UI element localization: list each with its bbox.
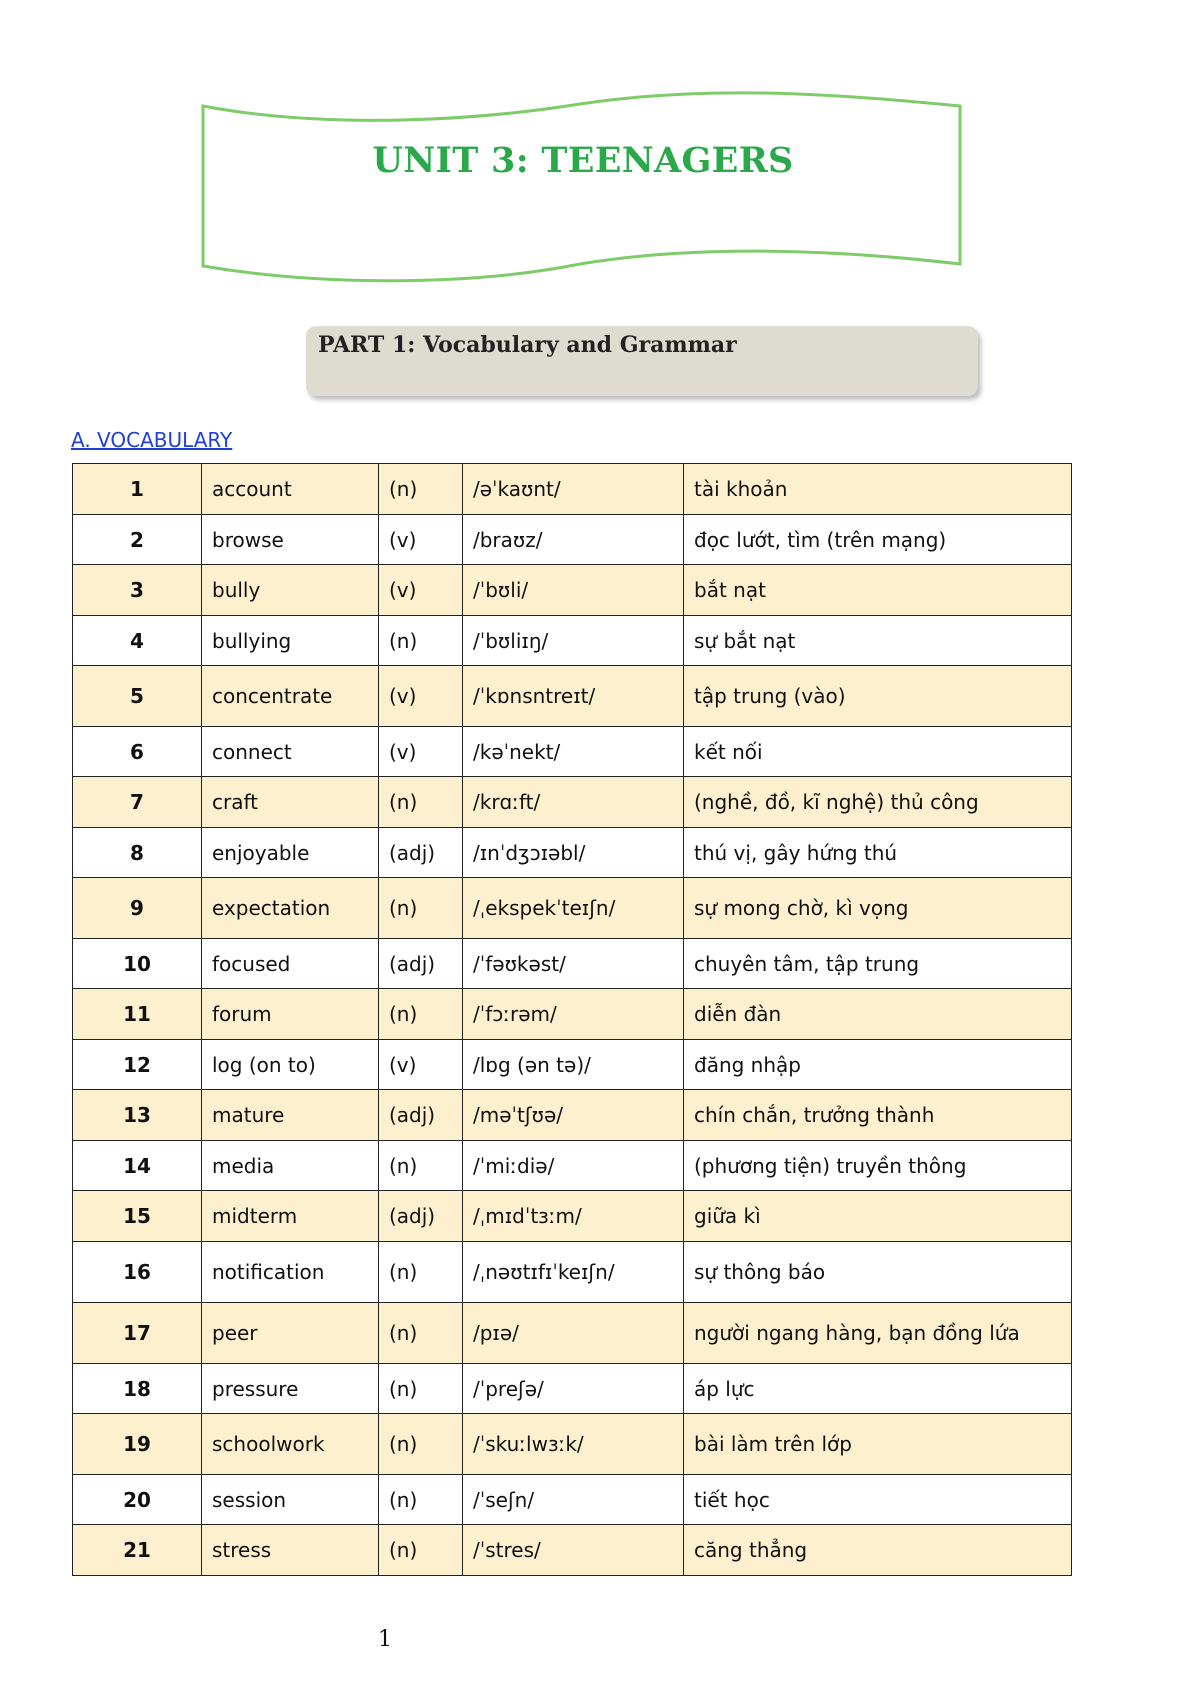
word-cell: log (on to) [202, 1040, 379, 1090]
part-of-speech-cell: (n) [379, 1303, 463, 1364]
part-heading-box [306, 326, 978, 396]
meaning-cell: thú vị, gây hứng thú [684, 828, 1072, 878]
pronunciation-cell: /ˈseʃn/ [463, 1475, 684, 1525]
word-cell: account [202, 464, 379, 515]
row-number: 7 [73, 777, 202, 828]
word-cell: connect [202, 727, 379, 777]
part-of-speech-cell: (adj) [379, 1191, 463, 1242]
table-row [73, 1242, 1072, 1303]
part-of-speech-cell: (adj) [379, 939, 463, 989]
word-cell: media [202, 1141, 379, 1191]
word-cell: concentrate [202, 666, 379, 727]
word-cell: schoolwork [202, 1414, 379, 1475]
pronunciation-cell: /kəˈnekt/ [463, 727, 684, 777]
meaning-cell: sự mong chờ, kì vọng [684, 878, 1072, 939]
table-row [73, 1414, 1072, 1475]
meaning-cell: căng thẳng [684, 1525, 1072, 1576]
part-of-speech-cell: (n) [379, 989, 463, 1040]
word-cell: forum [202, 989, 379, 1040]
part-of-speech-cell: (v) [379, 666, 463, 727]
part-of-speech-cell: (n) [379, 777, 463, 828]
table-row [73, 939, 1072, 989]
meaning-cell: (phương tiện) truyền thông [684, 1141, 1072, 1191]
word-cell: enjoyable [202, 828, 379, 878]
pronunciation-cell: /ˈpreʃə/ [463, 1364, 684, 1414]
vocabulary-table [72, 463, 1072, 1576]
row-number: 21 [73, 1525, 202, 1576]
word-cell: notification [202, 1242, 379, 1303]
meaning-cell: (nghề, đồ, kĩ nghệ) thủ công [684, 777, 1072, 828]
row-number: 5 [73, 666, 202, 727]
part-of-speech-cell: (n) [379, 1141, 463, 1191]
part-title: PART 1: Vocabulary and Grammar [318, 332, 737, 358]
row-number: 18 [73, 1364, 202, 1414]
part-of-speech-cell: (n) [379, 1414, 463, 1475]
row-number: 20 [73, 1475, 202, 1525]
word-cell: session [202, 1475, 379, 1525]
row-number: 1 [73, 464, 202, 515]
table-row [73, 727, 1072, 777]
word-cell: browse [202, 515, 379, 565]
meaning-cell: bài làm trên lớp [684, 1414, 1072, 1475]
table-row [73, 515, 1072, 565]
word-cell: craft [202, 777, 379, 828]
table-row [73, 616, 1072, 666]
part-of-speech-cell: (n) [379, 616, 463, 666]
table-row [73, 777, 1072, 828]
meaning-cell: sự bắt nạt [684, 616, 1072, 666]
vocabulary-heading: A. VOCABULARY [71, 428, 233, 452]
row-number: 11 [73, 989, 202, 1040]
part-of-speech-cell: (v) [379, 515, 463, 565]
row-number: 13 [73, 1090, 202, 1141]
part-of-speech-cell: (n) [379, 1242, 463, 1303]
part-of-speech-cell: (n) [379, 878, 463, 939]
row-number: 10 [73, 939, 202, 989]
word-cell: mature [202, 1090, 379, 1141]
pronunciation-cell: /ˈfəʊkəst/ [463, 939, 684, 989]
row-number: 12 [73, 1040, 202, 1090]
pronunciation-cell: /məˈtʃʊə/ [463, 1090, 684, 1141]
meaning-cell: bắt nạt [684, 565, 1072, 616]
pronunciation-cell: /ˈkɒnsntreɪt/ [463, 666, 684, 727]
pronunciation-cell: /ˈbʊli/ [463, 565, 684, 616]
pronunciation-cell: /ˈfɔːrəm/ [463, 989, 684, 1040]
part-of-speech-cell: (v) [379, 565, 463, 616]
meaning-cell: diễn đàn [684, 989, 1072, 1040]
part-of-speech-cell: (n) [379, 1525, 463, 1576]
meaning-cell: kết nối [684, 727, 1072, 777]
table-row [73, 1090, 1072, 1141]
table-row [73, 1191, 1072, 1242]
pronunciation-cell: /ɪnˈdʒɔɪəbl/ [463, 828, 684, 878]
row-number: 3 [73, 565, 202, 616]
pronunciation-cell: /pɪə/ [463, 1303, 684, 1364]
table-row [73, 1303, 1072, 1364]
table-row [73, 1364, 1072, 1414]
row-number: 6 [73, 727, 202, 777]
vocabulary-table-body [73, 464, 1072, 1576]
table-row [73, 565, 1072, 616]
pronunciation-cell: /ˈbʊliɪŋ/ [463, 616, 684, 666]
word-cell: focused [202, 939, 379, 989]
meaning-cell: tiết học [684, 1475, 1072, 1525]
word-cell: peer [202, 1303, 379, 1364]
row-number: 16 [73, 1242, 202, 1303]
row-number: 17 [73, 1303, 202, 1364]
table-row [73, 878, 1072, 939]
pronunciation-cell: /əˈkaʊnt/ [463, 464, 684, 515]
word-cell: bully [202, 565, 379, 616]
part-of-speech-cell: (v) [379, 1040, 463, 1090]
meaning-cell: người ngang hàng, bạn đồng lứa [684, 1303, 1072, 1364]
meaning-cell: đăng nhập [684, 1040, 1072, 1090]
pronunciation-cell: /lɒg (ən tə)/ [463, 1040, 684, 1090]
table-row [73, 828, 1072, 878]
row-number: 15 [73, 1191, 202, 1242]
row-number: 4 [73, 616, 202, 666]
table-row [73, 666, 1072, 727]
pronunciation-cell: /ˌekspekˈteɪʃn/ [463, 878, 684, 939]
table-row [73, 989, 1072, 1040]
pronunciation-cell: /ˈskuːlwɜːk/ [463, 1414, 684, 1475]
pronunciation-cell: /ˌnəʊtɪfɪˈkeɪʃn/ [463, 1242, 684, 1303]
meaning-cell: chín chắn, trưởng thành [684, 1090, 1072, 1141]
part-of-speech-cell: (adj) [379, 828, 463, 878]
meaning-cell: áp lực [684, 1364, 1072, 1414]
table-row [73, 1475, 1072, 1525]
pronunciation-cell: /ˌmɪdˈtɜːm/ [463, 1191, 684, 1242]
pronunciation-cell: /braʊz/ [463, 515, 684, 565]
part-of-speech-cell: (v) [379, 727, 463, 777]
row-number: 19 [73, 1414, 202, 1475]
pronunciation-cell: /ˈmiːdiə/ [463, 1141, 684, 1191]
part-of-speech-cell: (adj) [379, 1090, 463, 1141]
page-number: 1 [378, 1627, 392, 1652]
meaning-cell: chuyên tâm, tập trung [684, 939, 1072, 989]
table-row [73, 1040, 1072, 1090]
part-of-speech-cell: (n) [379, 1364, 463, 1414]
row-number: 2 [73, 515, 202, 565]
unit-title: UNIT 3: TEENAGERS [372, 140, 794, 181]
pronunciation-cell: /krɑːft/ [463, 777, 684, 828]
meaning-cell: sự thông báo [684, 1242, 1072, 1303]
word-cell: midterm [202, 1191, 379, 1242]
pronunciation-cell: /ˈstres/ [463, 1525, 684, 1576]
word-cell: stress [202, 1525, 379, 1576]
row-number: 14 [73, 1141, 202, 1191]
row-number: 8 [73, 828, 202, 878]
word-cell: pressure [202, 1364, 379, 1414]
part-of-speech-cell: (n) [379, 1475, 463, 1525]
row-number: 9 [73, 878, 202, 939]
table-row [73, 464, 1072, 515]
part-of-speech-cell: (n) [379, 464, 463, 515]
word-cell: expectation [202, 878, 379, 939]
meaning-cell: giữa kì [684, 1191, 1072, 1242]
meaning-cell: tập trung (vào) [684, 666, 1072, 727]
table-row [73, 1525, 1072, 1576]
word-cell: bullying [202, 616, 379, 666]
table-row [73, 1141, 1072, 1191]
meaning-cell: tài khoản [684, 464, 1072, 515]
meaning-cell: đọc lướt, tìm (trên mạng) [684, 515, 1072, 565]
